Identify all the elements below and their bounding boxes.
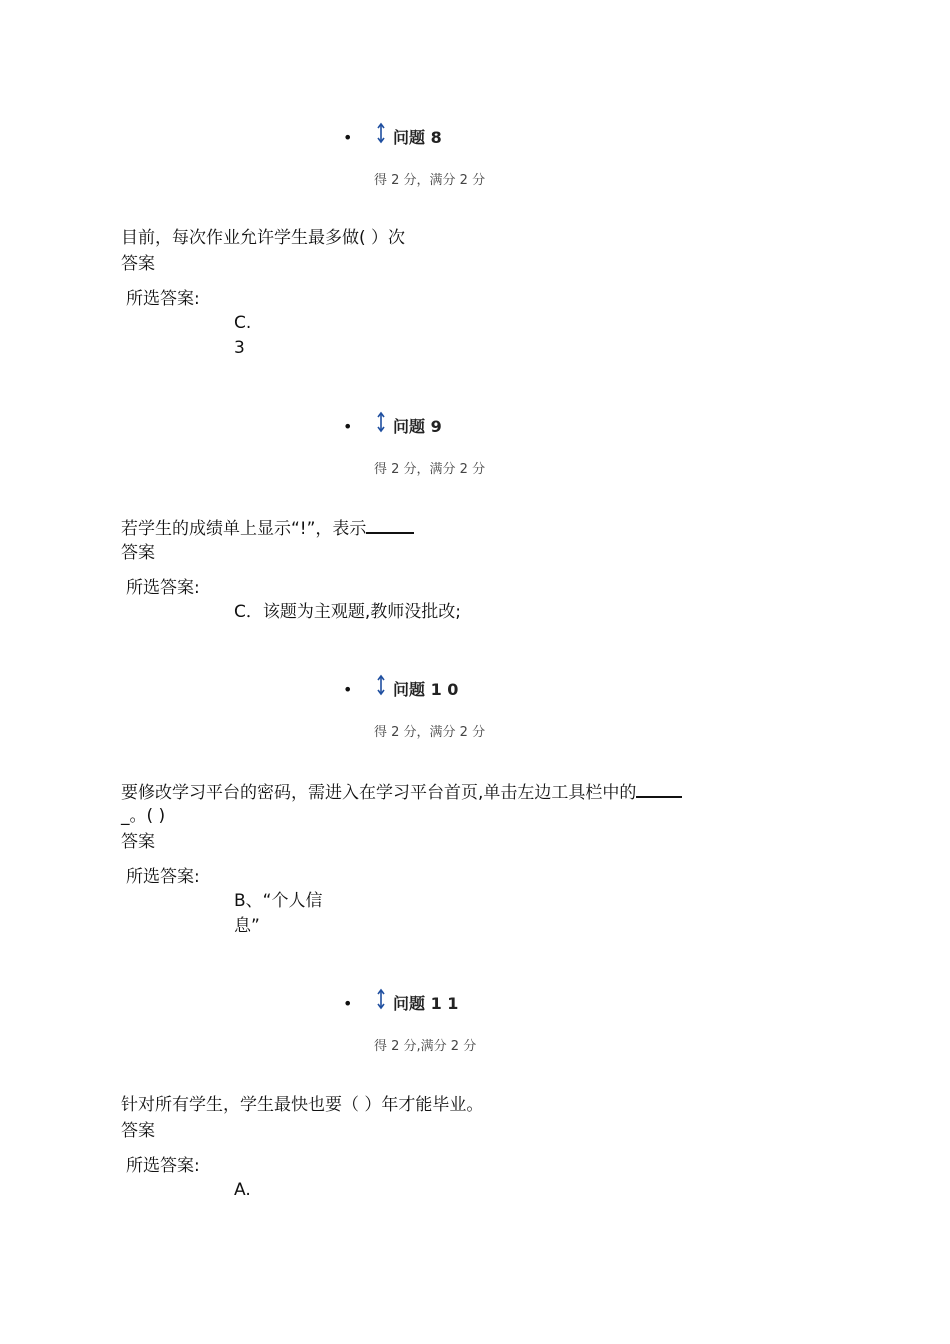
question-text: 目前，每次作业允许学生最多做( ）次 [121,228,406,248]
sort-arrows-icon[interactable] [376,122,386,144]
answer-label: 答案 [121,832,155,852]
answer-label: 答案 [121,254,155,274]
question-text-tail: _。( ) [121,806,166,826]
sort-arrows-icon[interactable] [376,988,386,1010]
answer-label: 答案 [121,1121,155,1141]
question-title: 问题 8 [393,128,442,147]
question-score: 得 2 分，满分 2 分 [374,725,486,740]
selected-answer: A. [234,1180,251,1200]
question-text [121,778,682,806]
selected-answer: C．该题为主观题,教师没批改; [234,602,462,622]
answer-blank [366,514,414,534]
question-text-content: 若学生的成绩单上显示“!”，表示 [121,519,367,539]
question-title: 问题 1 1 [393,994,459,1013]
selected-answer-label: 所选答案: [126,289,200,309]
bullet-icon: • [343,994,353,1013]
selected-answer-label: 所选答案: [126,1156,200,1176]
question-score: 得 2 分,满分 2 分 [374,1039,477,1054]
question-title: 问题 1 0 [393,680,459,699]
question-text [121,514,414,542]
bullet-icon: • [343,417,353,436]
question-text: 针对所有学生，学生最快也要（ ）年才能毕业。 [121,1095,484,1115]
selected-answer: C. 3 [234,313,252,358]
bullet-icon: • [343,680,353,699]
selected-answer: B、“个人信 息” [234,891,323,936]
selected-answer-label: 所选答案: [126,867,200,887]
bullet-icon: • [343,128,353,147]
question-score: 得 2 分，满分 2 分 [374,462,486,477]
selected-answer-label: 所选答案: [126,578,200,598]
answer-label: 答案 [121,543,155,563]
sort-arrows-icon[interactable] [376,411,386,433]
question-title: 问题 9 [393,417,442,436]
answer-blank [636,778,682,798]
question-score: 得 2 分，满分 2 分 [374,173,486,188]
question-text-content: 要修改学习平台的密码，需进入在学习平台首页,单击左边工具栏中的 [121,783,637,803]
sort-arrows-icon[interactable] [376,674,386,696]
